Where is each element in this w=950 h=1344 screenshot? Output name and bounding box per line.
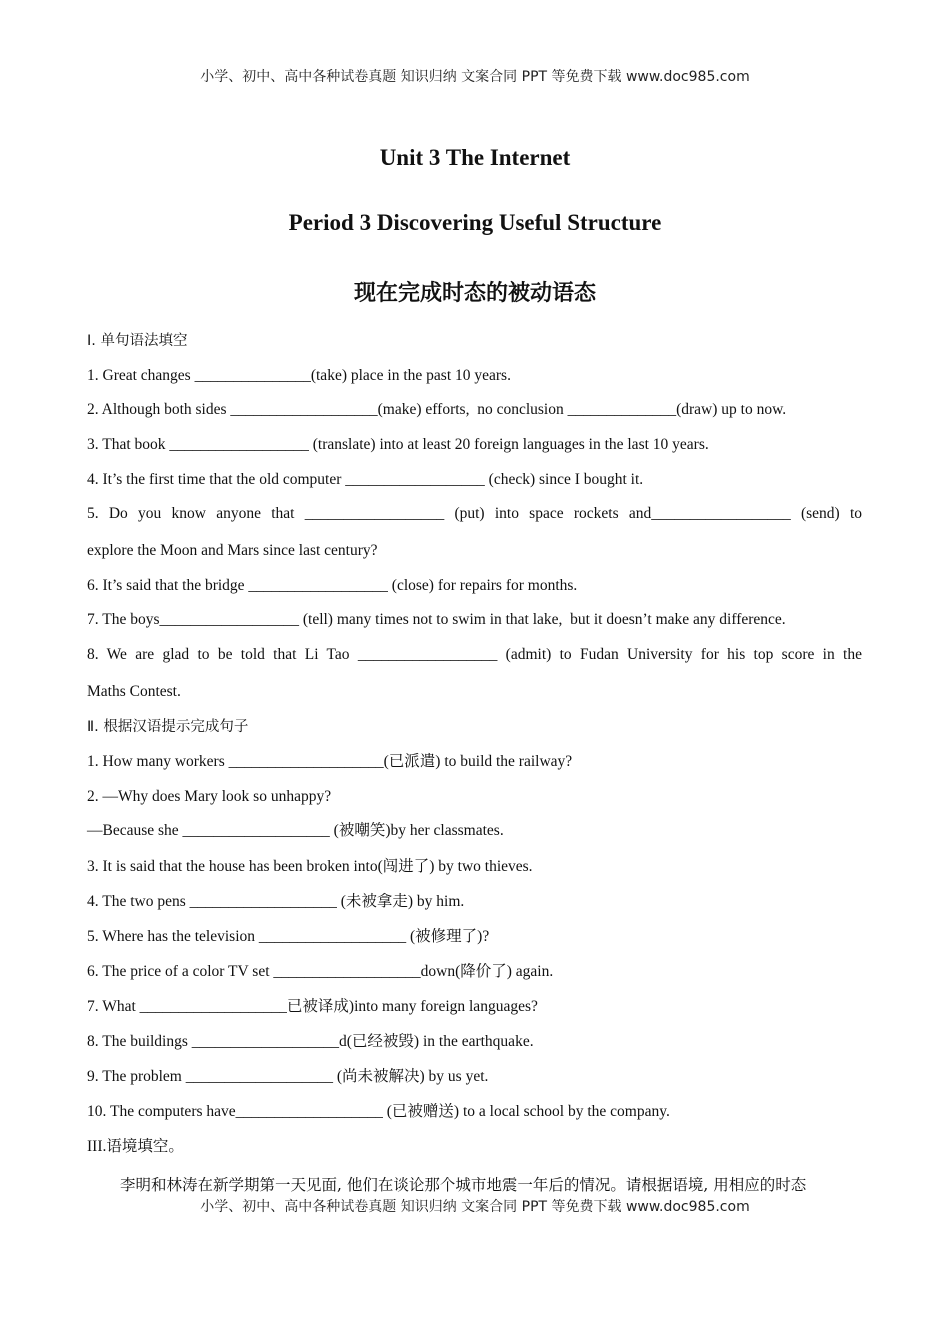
exercise-item-continued: Maths Contest. xyxy=(87,683,181,700)
exercise-item: 6. The price of a color TV set ___________________down(降价了) again. xyxy=(87,963,554,980)
exercise-item: 5. Do you know anyone that __________________ (put) into space rockets and__________________ (send) to xyxy=(87,505,862,522)
exercise-item: 1. How many workers ____________________(已派遣) to build the railway? xyxy=(87,753,573,770)
exercise-item: 7. What ___________________已被译成)into many foreign languages? xyxy=(87,998,538,1015)
exercise-item: 3. That book __________________ (translate) into at least 20 foreign languages in the last 10 years. xyxy=(87,436,709,453)
exercise-item: 8. We are glad to be told that Li Tao __________________ (admit) to Fudan University for his top score in the xyxy=(87,646,862,663)
exercise-item: —Because she ___________________ (被嘲笑)by her classmates. xyxy=(87,822,504,839)
section3-intro: 李明和林涛在新学期第一天见面, 他们在谈论那个城市地震一年后的情况。请根据语境, 用相应的时态 xyxy=(120,1176,807,1194)
exercise-item: 7. The boys__________________ (tell) many times not to swim in that lake, but it doesn’t make any difference. xyxy=(87,611,786,628)
section2-heading: Ⅱ. 根据汉语提示完成句子 xyxy=(87,719,249,735)
page-footer: 小学、初中、高中各种试卷真题 知识归纳 文案合同 PPT 等免费下载 www.doc985.com xyxy=(200,1199,750,1215)
exercise-item: 1. Great changes _______________(take) place in the past 10 years. xyxy=(87,367,511,384)
exercise-item: 2. Although both sides ___________________(make) efforts, no conclusion ______________(draw) up to now. xyxy=(87,401,787,418)
exercise-item: 9. The problem ___________________ (尚未被解决) by us yet. xyxy=(87,1068,489,1085)
section3-heading: III.语境填空。 xyxy=(87,1138,184,1155)
exercise-item: 2. —Why does Mary look so unhappy? xyxy=(87,788,332,805)
exercise-item: 8. The buildings ___________________d(已经被毁) in the earthquake. xyxy=(87,1033,534,1050)
unit-title: Unit 3 The Internet xyxy=(379,145,571,170)
exercise-item: 3. It is said that the house has been broken into(闯进了) by two thieves. xyxy=(87,858,533,875)
exercise-item-continued: explore the Moon and Mars since last century? xyxy=(87,542,378,559)
exercise-item: 5. Where has the television ___________________ (被修理了)? xyxy=(87,928,490,945)
topic-title: 现在完成时态的被动语态 xyxy=(353,281,596,306)
exercise-item: 10. The computers have___________________ (已被赠送) to a local school by the company. xyxy=(87,1103,670,1120)
exercise-item: 6. It’s said that the bridge __________________ (close) for repairs for months. xyxy=(87,577,578,594)
exercise-item: 4. The two pens ___________________ (未被拿走) by him. xyxy=(87,893,465,910)
period-title: Period 3 Discovering Useful Structure xyxy=(288,210,662,235)
exercise-item: 4. It’s the first time that the old computer __________________ (check) since I bought it. xyxy=(87,471,644,488)
page-header: 小学、初中、高中各种试卷真题 知识归纳 文案合同 PPT 等免费下载 www.doc985.com xyxy=(200,69,750,85)
section1-heading: Ⅰ. 单句语法填空 xyxy=(87,333,188,349)
